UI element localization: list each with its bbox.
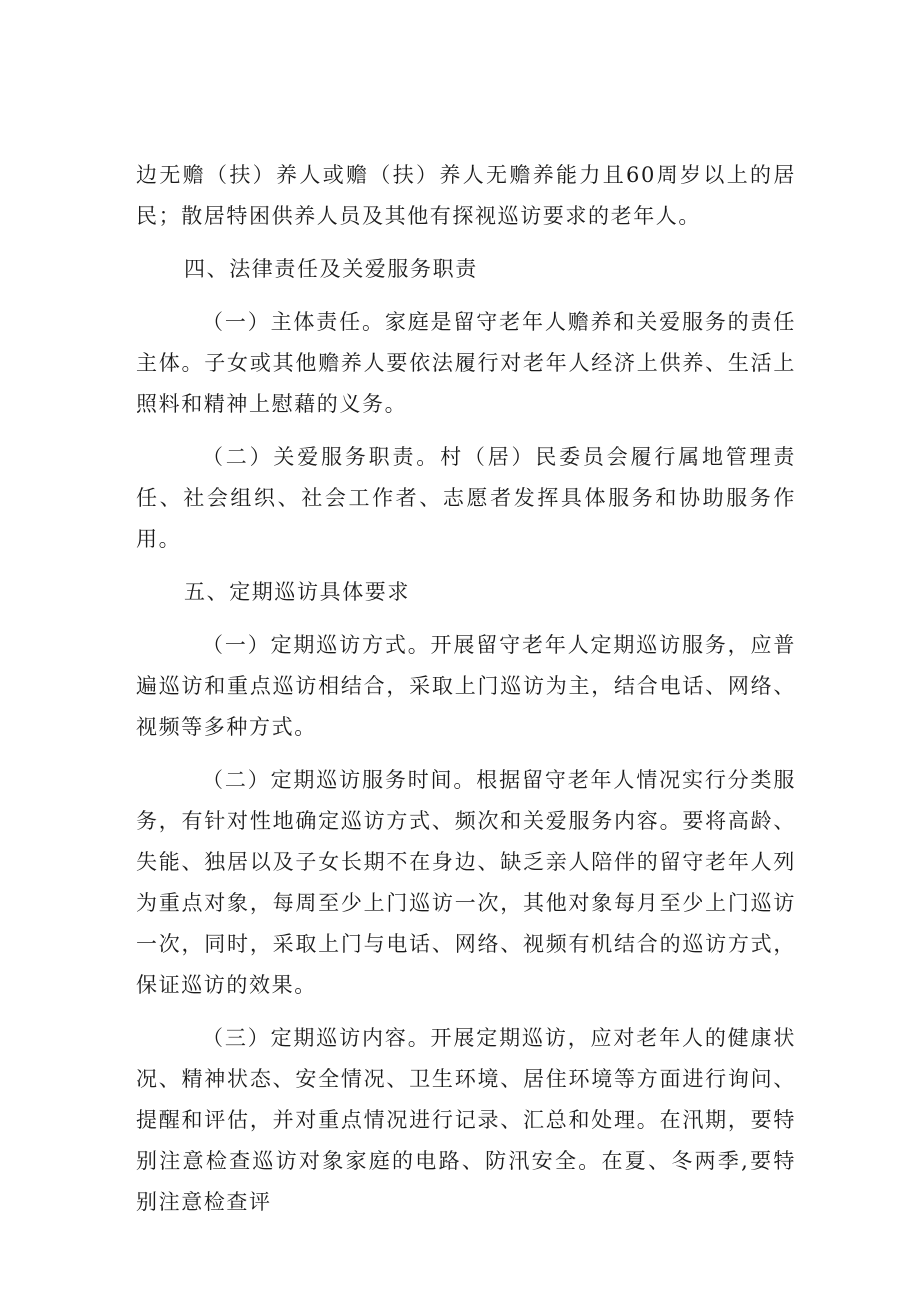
paragraph-subject-responsibility: （一）主体责任。家庭是留守老年人赡养和关爱服务的责任主体。子女或其他赡养人要依法履行对老年人经济上供养、生活上照料和精神上慰藉的义务。 <box>136 310 796 416</box>
paragraph-continuation: 边无赡（扶）养人或赡（扶）养人无赡养能力且60周岁以上的居民；散居特困供养人员及其他有探视巡访要求的老年人。 <box>136 163 796 228</box>
section-heading-5: 五、定期巡访具体要求 <box>184 580 410 604</box>
document-body <box>136 155 796 1223</box>
paragraph-visit-method: （一）定期巡访方式。开展留守老年人定期巡访服务，应普遍巡访和重点巡访相结合，采取上门巡访为主，结合电话、网络、视频等多种方式。 <box>136 633 796 739</box>
paragraph-care-service-duty: （二）关爱服务职责。村（居）民委员会履行属地管理责任、社会组织、社会工作者、志愿者发挥具体服务和协助服务作用。 <box>136 445 796 551</box>
paragraph-visit-time: （二）定期巡访服务时间。根据留守老年人情况实行分类服务，有针对性地确定巡访方式、频次和关爱服务内容。要将高龄、失能、独居以及子女长期不在身边、缺乏亲人陪伴的留守老年人列为重点对象，每周至少上门巡访一次，其他对象每月至少上门巡访一次，同时，采取上门与电话、网络、视频有机结合的巡访方式，保证巡访的效果。 <box>136 768 796 997</box>
section-heading-4: 四、法律责任及关爱服务职责 <box>184 257 478 281</box>
paragraph-visit-content: （三）定期巡访内容。开展定期巡访，应对老年人的健康状况、精神状态、安全情况、卫生环境、居住环境等方面进行询问、提醒和评估，并对重点情况进行记录、汇总和处理。在汛期，要特别注意检查巡访对象家庭的电路、防汛安全。在夏、冬两季,要特别注意检查评 <box>136 1026 796 1214</box>
